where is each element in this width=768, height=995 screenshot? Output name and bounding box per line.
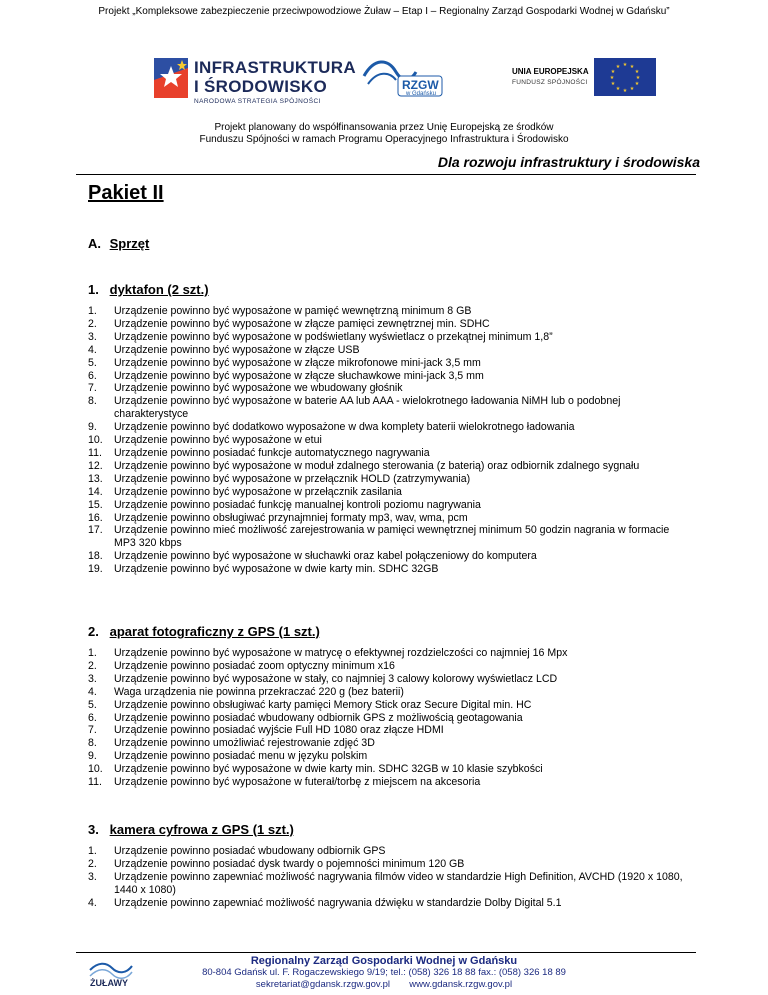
list-item-text: Urządzenie powinno posiadać menu w języku polskim	[114, 750, 368, 763]
logo-rzgw-main: RZGW	[402, 78, 439, 92]
list-item-number: 16.	[88, 511, 103, 524]
list-item-text: Urządzenie powinno być wyposażone w złącze pamięci zewnętrznej min. SDHC	[114, 317, 490, 330]
list-item-number: 2.	[88, 317, 97, 330]
list-item-number: 17.	[88, 524, 103, 537]
list-item-number: 1.	[88, 305, 97, 317]
svg-text:★: ★	[622, 88, 628, 94]
list-item-number: 12.	[88, 459, 103, 472]
svg-text:★: ★	[609, 75, 615, 81]
list-item	[88, 737, 688, 750]
list-item-number: 9.	[88, 421, 97, 434]
list-item	[88, 750, 688, 763]
logos-bar	[0, 42, 768, 112]
list-item-text: Urządzenie powinno być wyposażone w dwie karty min. SDHC 32GB	[114, 563, 439, 576]
star-emblem-icon	[150, 54, 192, 102]
list-item	[88, 763, 688, 776]
footer-divider	[76, 952, 696, 953]
list-item	[88, 370, 688, 383]
item-label: aparat fotograficzny z GPS (1 szt.)	[109, 624, 320, 639]
list-item-text: Urządzenie powinno zapewniać możliwość nagrywania filmów video w standardzie High Definition, AVCHD (1920 x 1080, 1440 x 1080)	[114, 870, 683, 896]
list-item	[88, 318, 688, 331]
svg-text:★: ★	[629, 64, 635, 70]
list-item	[88, 524, 688, 550]
list-item-text: Urządzenie powinno posiadać funkcję manualnej kontroli poziomu nagrywania	[114, 498, 481, 511]
list-item-number: 5.	[88, 356, 97, 369]
infrastruktura-srodowisko-logo	[150, 54, 356, 105]
list-item-text: Urządzenie powinno obsługiwać przynajmniej formaty mp3, wav, wma, pcm	[114, 511, 468, 524]
item-number: 2.	[88, 624, 99, 639]
list-item	[88, 305, 688, 318]
footer-website-link[interactable]: www.gdansk.rzgw.gov.pl	[409, 979, 513, 990]
list-item-text: Urządzenie powinno być wyposażone w baterie AA lub AAA - wielokrotnego ładowania NiMH lub o podobnej charakterystyce	[114, 395, 621, 421]
list-item-number: 4.	[88, 896, 97, 909]
list-item-text: Urządzenie powinno być wyposażone w złącze mikrofonowe mini-jack 3,5 mm	[114, 356, 481, 369]
subtitle-line1: Projekt planowany do współfinansowania przez Unię Europejską ze środków	[214, 122, 554, 133]
svg-text:★: ★	[622, 62, 628, 68]
list-item-text: Urządzenie powinno być wyposażone w złącze USB	[114, 343, 360, 356]
logo-ue-line1: UNIA EUROPEJSKA	[512, 67, 589, 76]
list-item-text: Urządzenie powinno być wyposażone we wbudowany głośnik	[114, 382, 403, 395]
logo-is-line3: NARODOWA STRATEGIA SPÓJNOŚCI	[194, 98, 321, 105]
svg-text:★: ★	[615, 86, 621, 92]
list-item-text: Urządzenie powinno posiadać wbudowany odbiornik GPS	[114, 845, 386, 857]
list-item-text: Urządzenie powinno posiadać dysk twardy o pojemności minimum 120 GB	[114, 857, 465, 870]
list-item	[88, 512, 688, 525]
svg-text:★: ★	[629, 86, 635, 92]
item-label: kamera cyfrowa z GPS (1 szt.)	[109, 822, 294, 837]
list-item-number: 2.	[88, 659, 97, 672]
list-item-number: 3.	[88, 330, 97, 343]
list-item	[88, 686, 688, 699]
list-item-number: 6.	[88, 369, 97, 382]
list-item-number: 8.	[88, 395, 97, 408]
list-item-text: Waga urządzenia nie powinna przekraczać 220 g (bez baterii)	[114, 685, 404, 698]
item-number: 3.	[88, 822, 99, 837]
list-item-number: 4.	[88, 685, 97, 698]
list-item-number: 11.	[88, 776, 102, 789]
item-1-requirements	[88, 305, 688, 576]
list-item	[88, 699, 688, 712]
list-item-text: Urządzenie powinno posiadać zoom optyczny minimum x16	[114, 659, 395, 672]
svg-text:★: ★	[610, 69, 616, 75]
svg-text:★: ★	[615, 64, 621, 70]
subtitle-line2: Funduszu Spójności w ramach Programu Operacyjnego Infrastruktura i Środowisko	[199, 134, 569, 145]
item-1-heading	[88, 282, 209, 297]
unia-europejska-logo	[510, 58, 650, 98]
list-item	[88, 421, 688, 434]
list-item	[88, 550, 688, 563]
list-item	[88, 460, 688, 473]
svg-text:★: ★	[610, 81, 616, 87]
footer-address: 80-804 Gdańsk ul. F. Rogaczewskiego 9/19; tel.: (058) 326 18 88 fax.: (058) 326 18 89	[202, 967, 566, 978]
svg-text:★: ★	[635, 75, 641, 81]
list-item-text: Urządzenie powinno umożliwiać rejestrowanie zdjęć 3D	[114, 737, 375, 750]
logo-is-line1: INFRASTRUKTURA	[194, 58, 356, 77]
footer-org: Regionalny Zarząd Gospodarki Wodnej w Gdańsku	[250, 955, 518, 967]
list-item	[88, 357, 688, 370]
item-number: 1.	[88, 282, 99, 297]
list-item-text: Urządzenie powinno posiadać wyjście Full HD 1080 oraz złącze HDMI	[114, 724, 444, 737]
list-item-number: 19.	[88, 563, 103, 576]
footer	[0, 955, 768, 991]
list-item	[88, 673, 688, 686]
list-item-text: Urządzenie powinno być wyposażone w futerał/torbę z miejscem na akcesoria	[114, 776, 481, 789]
list-item-text: Urządzenie powinno być wyposażone w dwie karty min. SDHC 32GB w 10 klasie szybkości	[114, 763, 543, 776]
funding-subtitle	[0, 122, 768, 146]
list-item-number: 3.	[88, 870, 97, 883]
list-item-text: Urządzenie powinno być wyposażone w podświetlany wyświetlacz o przekątnej minimum 1,8”	[114, 330, 553, 343]
list-item-text: Urządzenie powinno być wyposażone w przełącznik HOLD (zatrzymywania)	[114, 472, 471, 485]
list-item-text: Urządzenie powinno posiadać wbudowany odbiornik GPS z możliwością geotagowania	[114, 711, 523, 724]
list-item-text: Urządzenie powinno być wyposażone w słuchawki oraz kabel połączeniowy do komputera	[114, 550, 537, 563]
list-item-text: Urządzenie powinno być wyposażone w etui	[114, 434, 322, 447]
list-item-text: Urządzenie powinno być wyposażone w złącze słuchawkowe mini-jack 3,5 mm	[114, 369, 484, 382]
list-item-number: 5.	[88, 698, 97, 711]
list-item-text: Urządzenie powinno być wyposażone w moduł zdalnego sterowania (z baterią) oraz odbiornik zdalnego sygnału	[114, 459, 640, 472]
list-item-number: 7.	[88, 724, 97, 737]
list-item-number: 18.	[88, 550, 103, 563]
list-item	[88, 395, 688, 421]
list-item-number: 10.	[88, 434, 103, 447]
list-item	[88, 897, 688, 910]
list-item-text: Urządzenie powinno być wyposażone w stały, co najmniej 3 calowy kolorowy wyświetlacz LCD	[114, 672, 558, 685]
list-item-text: Urządzenie powinno obsługiwać karty pamięci Memory Stick oraz Secure Digital min. HC	[114, 698, 532, 711]
list-item	[88, 871, 688, 897]
list-item-number: 3.	[88, 672, 97, 685]
list-item-text: Urządzenie powinno być wyposażone w matrycę o efektywnej rozdzielczości co najmniej 16 Mpx	[114, 647, 568, 659]
item-3-heading	[88, 822, 294, 837]
list-item-number: 6.	[88, 711, 97, 724]
page-title: Pakiet II	[88, 182, 164, 204]
list-item	[88, 660, 688, 673]
zulawy-logo-text: ŻUŁAWY	[90, 978, 128, 988]
logo-ue-line2: FUNDUSZ SPÓJNOŚCI	[512, 79, 588, 86]
list-item-number: 15.	[88, 498, 103, 511]
footer-email-link[interactable]: sekretariat@gdansk.rzgw.gov.pl	[255, 979, 390, 990]
list-item	[88, 499, 688, 512]
section-a-heading	[88, 236, 149, 251]
list-item	[88, 434, 688, 447]
list-item-number: 1.	[88, 845, 97, 857]
list-item	[88, 382, 688, 395]
logo-rzgw-sub: w Gdańsku	[406, 91, 437, 97]
list-item	[88, 712, 688, 725]
list-item-number: 9.	[88, 750, 97, 763]
list-item	[88, 447, 688, 460]
list-item	[88, 647, 688, 660]
svg-text:★: ★	[634, 81, 640, 87]
list-item-text: Urządzenie powinno zapewniać możliwość nagrywania dźwięku w standardzie Dolby Digital 5.1	[114, 896, 562, 909]
list-item	[88, 473, 688, 486]
list-item-text: Urządzenie powinno posiadać funkcje automatycznego nagrywania	[114, 446, 430, 459]
list-item-number: 11.	[88, 446, 102, 459]
list-item-number: 8.	[88, 737, 97, 750]
list-item-number: 1.	[88, 647, 97, 659]
list-item-number: 7.	[88, 382, 97, 395]
project-header-line: Projekt „Kompleksowe zabezpieczenie przeciwpowodziowe Żuław – Etap I – Regionalny Zarząd Gospodarki Wodnej w Gdańsku”	[98, 6, 670, 17]
list-item-text: Urządzenie powinno mieć możliwość zarejestrowania w pamięci wewnętrznej minimum 50 godzin nagrania w formacie MP3 320 kbps	[114, 524, 670, 550]
logo-is-line2: I ŚRODOWISKO	[194, 77, 327, 96]
section-a-label: Sprzęt	[109, 236, 150, 251]
list-item-text: Urządzenie powinno być wyposażone w przełącznik zasilania	[114, 485, 402, 498]
list-item-text: Urządzenie powinno być dodatkowo wyposażone w dwa komplety baterii wielokrotnego ładowania	[114, 421, 575, 434]
section-a-number: A.	[88, 236, 101, 251]
list-item-text: Urządzenie powinno być wyposażone w pamięć wewnętrzną minimum 8 GB	[114, 305, 472, 317]
list-item	[88, 724, 688, 737]
list-item-number: 2.	[88, 857, 97, 870]
svg-text:★: ★	[634, 69, 640, 75]
list-item	[88, 486, 688, 499]
list-item-number: 14.	[88, 485, 103, 498]
list-item	[88, 858, 688, 871]
list-item-number: 13.	[88, 472, 103, 485]
list-item	[88, 344, 688, 357]
slogan: Dla rozwoju infrastruktury i środowiska	[437, 154, 700, 170]
item-label: dyktafon (2 szt.)	[109, 282, 209, 297]
eu-flag-icon	[594, 58, 656, 96]
item-2-requirements	[88, 647, 688, 789]
list-item	[88, 563, 688, 576]
list-item	[88, 331, 688, 344]
item-2-heading	[88, 624, 320, 639]
footer-contact	[0, 979, 768, 991]
header-divider	[76, 174, 696, 175]
rzgw-logo	[358, 54, 448, 104]
list-item	[88, 776, 688, 789]
list-item-number: 4.	[88, 343, 97, 356]
list-item-number: 10.	[88, 763, 103, 776]
list-item	[88, 845, 688, 858]
item-3-requirements	[88, 845, 688, 910]
